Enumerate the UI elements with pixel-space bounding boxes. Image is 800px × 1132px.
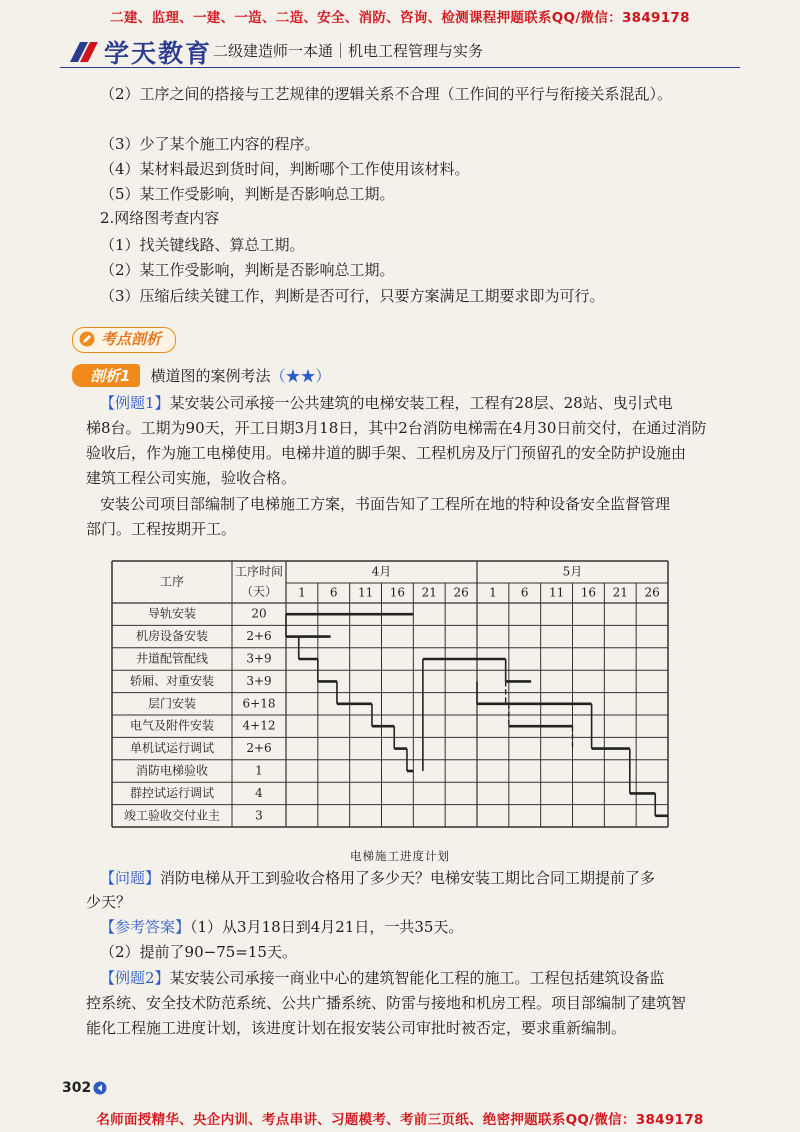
difficulty-stars: （★★） xyxy=(270,367,331,385)
day-label: 16 xyxy=(389,585,406,600)
logo-text: 学天教育 xyxy=(104,39,213,68)
task-duration: 3+9 xyxy=(246,673,272,688)
example2-line3: 能化工程施工进度计划，该进度计划在报安装公司审批时被否定，要求重新编制。 xyxy=(86,1019,627,1037)
task-duration: 1 xyxy=(255,763,263,778)
example2-label: 【例题2】 xyxy=(100,969,170,987)
page-number-text: 302 xyxy=(62,1080,92,1096)
day-label: 6 xyxy=(329,585,338,600)
example1-line4: 建筑工程公司实施，验收合格。 xyxy=(86,469,297,487)
list1-item-5: （5）某工作受影响，判断是否影响总工期。 xyxy=(100,185,395,203)
example1-line2: 梯8台。工期为90天，开工日期3月18日，其中2台消防电梯需在4月30日前交付，在通过消防 xyxy=(86,419,707,437)
question-line1 xyxy=(100,866,655,890)
example1-label: 【例题1】 xyxy=(100,394,170,412)
day-label: 26 xyxy=(644,585,660,600)
analysis-title-text: 横道图的案例考法 xyxy=(150,367,271,385)
list1-item-2: （2）工序之间的搭接与工艺规律的逻辑关系不合理（工作间的平行与衔接关系混乱）。 xyxy=(100,85,673,103)
answer-text1: （1）从3月18日到4月21日，一共35天。 xyxy=(190,918,464,936)
task-duration: 3+9 xyxy=(246,651,272,666)
task-name: 机房设备安装 xyxy=(135,629,209,644)
header-title: 二级建造师一本通｜机电工程管理与实务 xyxy=(213,42,484,60)
task-name: 电气及附件安装 xyxy=(129,718,215,733)
task-duration: 2+6 xyxy=(246,629,272,644)
question-text1: 消防电梯从开工到验收合格用了多少天？电梯安装工期比合同工期提前了多 xyxy=(160,869,656,887)
month-label: 4月 xyxy=(371,564,392,579)
section-badge-label: 考点剖析 xyxy=(101,330,162,348)
day-label: 21 xyxy=(612,585,628,600)
answer-label: 【参考答案】 xyxy=(100,918,191,936)
task-duration: 4+12 xyxy=(242,718,276,733)
task-duration: 2+6 xyxy=(246,741,272,756)
bottom-banner: 名师面授精华、央企内训、考点串讲、习题模考、考前三页纸、绝密押题联系QQ/微信：3849178 xyxy=(96,1112,704,1128)
day-label: 11 xyxy=(357,585,374,600)
network-heading: 2.网络图考查内容 xyxy=(100,209,220,227)
task-name: 井道配管配线 xyxy=(135,651,209,666)
day-label: 21 xyxy=(421,585,437,600)
task-duration: 3 xyxy=(255,808,263,823)
header-duration-unit: （天） xyxy=(240,584,278,599)
arrow-left-icon xyxy=(93,1081,107,1095)
list1-item-3: （3）少了某个施工内容的程序。 xyxy=(100,135,320,153)
task-name: 层门安装 xyxy=(147,696,197,711)
example1-para2-line1: 安装公司项目部编制了电梯施工方案，书面告知了工程所在地的特种设备安全监督管理 xyxy=(100,495,671,513)
day-label: 1 xyxy=(298,585,306,600)
answer-line2: （2）提前了90−75=15天。 xyxy=(100,943,297,961)
month-label: 5月 xyxy=(562,564,583,579)
example1-para2-line2: 部门。工程按期开工。 xyxy=(86,520,237,538)
example2-line1 xyxy=(100,966,665,990)
list2-item-1: （1）找关键线路、算总工期。 xyxy=(100,236,305,254)
day-label: 6 xyxy=(520,585,529,600)
top-banner: 二建、监理、一建、一造、二造、安全、消防、咨询、检测课程押题联系QQ/微信：3849178 xyxy=(110,10,690,26)
task-name: 消防电梯验收 xyxy=(135,763,209,778)
question-label: 【问题】 xyxy=(100,869,161,887)
task-duration: 6+18 xyxy=(242,696,276,711)
task-name: 导轨安装 xyxy=(147,606,197,621)
task-duration: 20 xyxy=(251,606,267,621)
example2-text1: 某安装公司承接一商业中心的建筑智能化工程的施工。工程包括建筑设备监 xyxy=(169,969,665,987)
header-duration: 工序时间 xyxy=(234,564,284,579)
analysis-tag: 剖析1 xyxy=(72,364,140,387)
task-name: 轿厢、对重安装 xyxy=(129,673,215,688)
day-label: 1 xyxy=(489,585,497,600)
list1-item-4: （4）某材料最迟到货时间，判断哪个工作使用该材料。 xyxy=(100,160,470,178)
chart-caption: 电梯施工进度计划 xyxy=(350,849,450,863)
page-number xyxy=(62,1080,107,1096)
task-name: 竣工验收交付业主 xyxy=(123,808,221,823)
task-duration: 4 xyxy=(255,785,263,800)
day-label: 26 xyxy=(453,585,469,600)
header-task: 工序 xyxy=(159,574,185,589)
day-label: 11 xyxy=(548,585,565,600)
list2-item-2: （2）某工作受影响，判断是否影响总工期。 xyxy=(100,261,395,279)
example1-line3: 验收后，作为施工电梯使用。电梯井道的脚手架、工程机房及厅门预留孔的安全防护设施由 xyxy=(86,444,687,462)
task-name: 群控试运行调试 xyxy=(129,785,215,800)
day-label: 16 xyxy=(580,585,597,600)
example1-text1: 某安装公司承接一公共建筑的电梯安装工程，工程有28层、28站、曳引式电 xyxy=(169,394,673,412)
answer-line1 xyxy=(100,915,463,939)
question-line2: 少天？ xyxy=(86,893,132,911)
example2-line2: 控系统、安全技术防范系统、公共广播系统、防雷与接地和机房工程。项目部编制了建筑智 xyxy=(86,994,687,1012)
task-name: 单机试运行调试 xyxy=(129,741,215,756)
list2-item-3: （3）压缩后续关键工作，判断是否可行，只要方案满足工期要求即为可行。 xyxy=(100,287,605,305)
